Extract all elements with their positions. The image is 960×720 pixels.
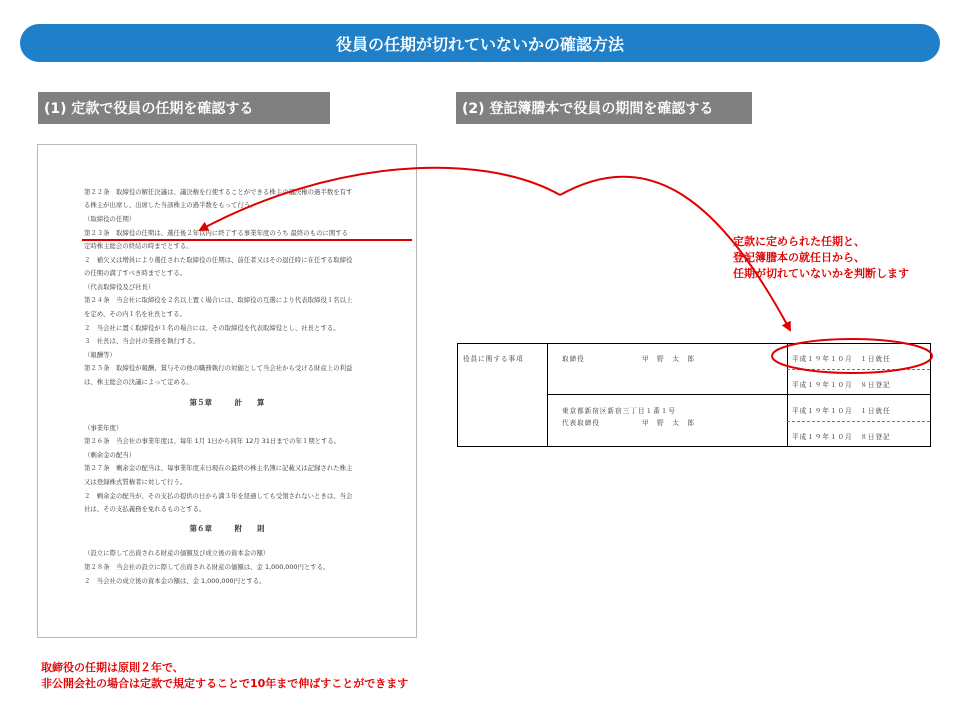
registry-registration-date: 平成１９年１０月 ８日登記	[792, 433, 891, 441]
doc-line: （事業年度）	[84, 424, 123, 432]
note-line: 定款に定められた任期と、	[733, 235, 865, 248]
registry-appointment-date: 平成１９年１０月 １日就任	[792, 355, 891, 363]
doc-line: 第２７条 剰余金の配当は、毎事業年度末日現在の最終の株主名簿に記載又は記録された株主	[84, 464, 353, 472]
doc-line: は、株主総会の決議によって定める。	[84, 378, 193, 386]
chapter-heading: 第６章 附 則	[189, 524, 265, 533]
registry-address: 東京都新宿区新宿三丁目１番１号	[562, 407, 676, 415]
highlight-ellipse	[772, 339, 932, 373]
doc-line: ２ 剰余金の配当が、その支払の提供の日から満３年を経過しても受領されないときは、当会	[84, 492, 353, 500]
doc-line: 第２２条 取締役の解任決議は、議決権を行使することができる株主の議決権の過半数を有す	[84, 188, 353, 196]
comparison-arrow-to-articles	[200, 168, 560, 230]
comparison-arrow-to-registry	[560, 177, 790, 330]
registry-position: 代表取締役	[562, 419, 600, 427]
doc-line-term-article: 第２３条 取締役の任期は、選任後２年以内に終了する事業年度のうち 最終のものに関する	[84, 229, 349, 237]
doc-line: 第２５条 取締役が報酬、賞与その他の職務執行の対価として当会社から受ける財産上の利益	[84, 364, 353, 372]
registry-item-label: 役員に関する事項	[463, 355, 524, 363]
doc-line: （設立に際して出資される財産の価額及び成立後の資本金の額）	[84, 549, 270, 557]
note-line: 非公開会社の場合は定款で規定することで10年まで伸ばすことができます	[41, 677, 409, 690]
doc-line: （剰余金の配当）	[84, 451, 136, 459]
doc-line: 社は、その支払義務を免れるものとする。	[84, 505, 206, 513]
doc-line: 又は登録株式質権者に対して行う。	[84, 478, 187, 486]
doc-line: （報酬等）	[84, 351, 116, 359]
doc-line: 第２４条 当会社に取締役を２名以上置く場合には、取締役の互選により代表取締役１名以上	[84, 296, 353, 304]
registry-position: 取締役	[562, 355, 585, 363]
registry-registration-date: 平成１９年１０月 ８日登記	[792, 381, 891, 389]
doc-line: （代表取締役及び社長）	[84, 283, 155, 291]
doc-line: 第２６条 当会社の事業年度は、毎年 1月 1日から同年 12月 31日までの年１期とする。	[84, 437, 341, 445]
section-label-registry: (2) 登記簿謄本で役員の期間を確認する	[456, 92, 752, 124]
doc-line: ３ 社長は、当会社の業務を執行する。	[84, 337, 200, 345]
doc-line: を定め、その内１名を社長とする。	[84, 310, 186, 318]
doc-line: ２ 補欠又は増員により選任された取締役の任期は、前任者又はその退任時に在任する取締役	[84, 256, 353, 264]
page-title: 役員の任期が切れていないかの確認方法	[20, 24, 940, 62]
note-line: 取締役の任期は原則２年で、	[41, 661, 184, 674]
section-label-articles: (1) 定款で役員の任期を確認する	[38, 92, 330, 124]
note-line: 登記簿謄本の就任日から、	[733, 251, 865, 264]
registry-appointment-date: 平成１９年１０月 １日就任	[792, 407, 891, 415]
doc-line: （取締役の任期）	[84, 215, 136, 223]
note-line: 任期が切れていないかを判断します	[733, 267, 909, 280]
chapter-heading: 第５章 計 算	[189, 398, 265, 407]
doc-line: る株主が出席し、出席した当該株主の過半数をもって行う。	[84, 201, 257, 209]
doc-line: ２ 当会社の成立後の資本金の額は、金 1,000,000円とする。	[84, 577, 266, 585]
doc-line: ２ 当会社に置く取締役が１名の場合には、その取締役を代表取締役とし、社長とする。	[84, 324, 340, 332]
doc-line-term-article: 定時株主総会の終結の時までとする。	[84, 242, 193, 250]
registry-name: 甲 野 太 郎	[642, 355, 696, 363]
registry-name: 甲 野 太 郎	[642, 419, 696, 427]
doc-line: の任期の満了すべき時までとする。	[84, 269, 187, 277]
doc-line: 第２８条 当会社の設立に際して出資される財産の価額は、金 1,000,000円とする。	[84, 563, 330, 571]
